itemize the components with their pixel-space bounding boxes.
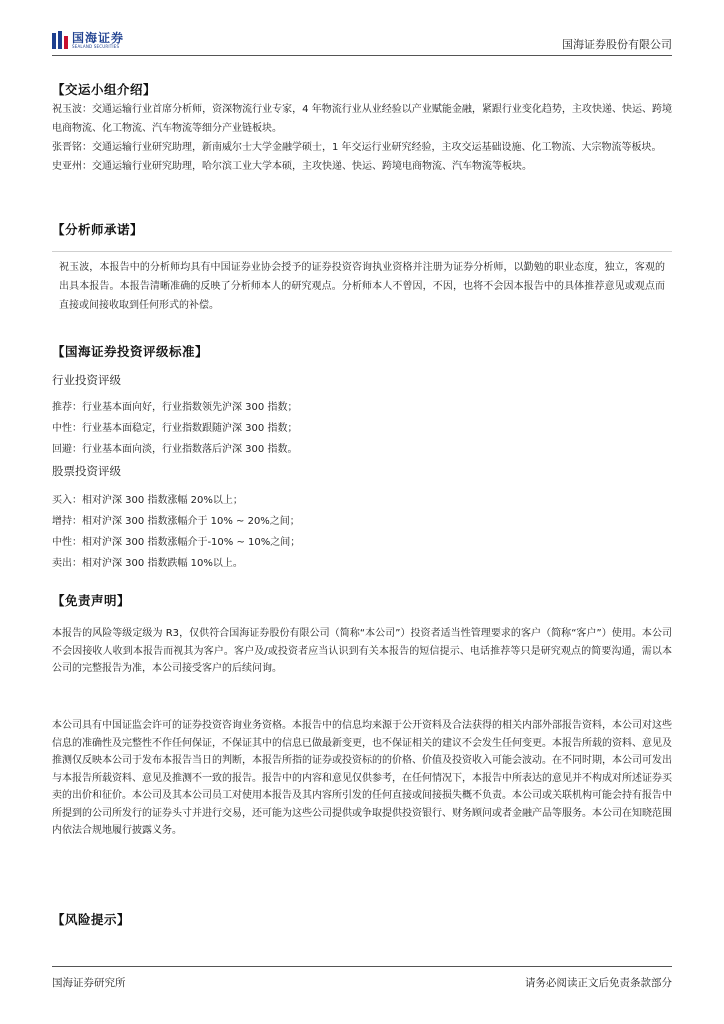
stock-rating-title: 股票投资评级 <box>52 464 121 478</box>
team-section <box>52 80 672 98</box>
team-members <box>52 100 672 176</box>
promise-text: 祝玉波，本报告中的分析师均具有中国证券业协会授予的证券投资咨询执业资格并注册为证券分析师，以勤勉的职业态度，独立，客观的出具本报告。本报告清晰准确的反映了分析师本人的研究观点。分析师本人不曾因，不因，也将不会因本报告中的具体推荐意见或观点而直接或间接收取到任何形式的补偿。 <box>59 262 665 311</box>
stock-rating-list <box>52 490 672 574</box>
logo-mark-icon <box>52 31 68 49</box>
rating-heading: 【国海证券投资评级标准】 <box>52 344 209 359</box>
header-divider <box>52 55 672 56</box>
header-company-name: 国海证券股份有限公司 <box>562 38 672 51</box>
disclaimer-paragraph: 本公司具有中国证监会许可的证券投资咨询业务资格。本报告中的信息均来源于公开资料及合法获得的相关内部外部报告资料，本公司对这些信息的准确性及完整性不作任何保证，不保证其中的信息已做最新变更，也不保证相关的建议不会发生任何变更。本报告所载的资料、意见及推测仅反映本公司于发布本报告当日的判断，本报告所指的证券或投资标的的价格、价值及投资收入可能会波动。在不同时期，本公司可发出与本报告所载资料、意见及推测不一致的报告。报告中的内容和意见仅供参考，在任何情况下，本报告中所表达的意见并不构成对所述证券买卖的出价和征价。本公司及其本公司员工对使用本报告及其内容所引发的任何直接或间接损失概不负责。本公司或关联机构可能会持有报告中所提到的公司所发行的证券头寸并进行交易，还可能为这些公司提供或争取提供投资银行、财务顾问或者金融产品等服务。本公司在知晓范围内依法合规地履行披露义务。 <box>52 720 672 836</box>
industry-rating-item: 中性：行业基本面稳定，行业指数跟随沪深 300 指数； <box>52 423 298 434</box>
logo-name-cn: 国海证券 <box>72 30 125 45</box>
industry-rating-item: 推荐：行业基本面向好，行业指数领先沪深 300 指数； <box>52 402 298 413</box>
promise-heading: 【分析师承诺】 <box>52 222 144 237</box>
footer-institute: 国海证券研究所 <box>52 977 126 989</box>
rating-section <box>52 342 672 360</box>
team-member: 史亚州：交通运输行业研究助理，哈尔滨工业大学本硕，主攻快递、快运、跨境电商物流、汽车物流等板块。 <box>52 161 532 172</box>
promise-box <box>52 251 672 318</box>
disclaimer-section <box>52 591 672 609</box>
disclaimer-heading: 【免责声明】 <box>52 593 131 608</box>
risk-heading: 【风险提示】 <box>52 912 131 927</box>
industry-rating-title: 行业投资评级 <box>52 373 121 387</box>
stock-rating-item: 卖出：相对沪深 300 指数跌幅 10%以上。 <box>52 558 243 569</box>
page-header <box>52 28 672 54</box>
team-heading: 【交运小组介绍】 <box>52 82 157 97</box>
industry-rating-item: 回避：行业基本面向淡，行业指数落后沪深 300 指数。 <box>52 444 298 455</box>
footer-divider <box>52 966 672 967</box>
industry-rating-title-wrap <box>52 372 672 388</box>
stock-rating-item: 增持：相对沪深 300 指数涨幅介于 10% ~ 20%之间； <box>52 516 300 527</box>
disclaimer-para2-wrap <box>52 717 672 840</box>
disclaimer-para1-wrap <box>52 625 672 678</box>
team-member: 祝玉波：交通运输行业首席分析师，资深物流行业专家，4 年物流行业从业经验以产业赋能金融，紧跟行业变化趋势，主攻快递、快运、跨境电商物流、化工物流、汽车物流等细分产业链板块。 <box>52 104 672 134</box>
company-logo <box>52 28 124 52</box>
logo-name-en: SEALAND SECURITIES <box>72 43 120 49</box>
stock-rating-item: 中性：相对沪深 300 指数涨幅介于-10% ~ 10%之间； <box>52 537 301 548</box>
stock-rating-title-wrap <box>52 463 672 479</box>
team-member: 张晋铭：交通运输行业研究助理，新南威尔士大学金融学硕士，1 年交运行业研究经验，主攻交运基础设施、化工物流、大宗物流等板块。 <box>52 142 662 153</box>
promise-section <box>52 220 672 238</box>
risk-section <box>52 910 672 928</box>
industry-rating-list <box>52 397 672 460</box>
footer-notice: 请务必阅读正文后免责条款部分 <box>525 977 672 989</box>
disclaimer-paragraph: 本报告的风险等级定级为 R3，仅供符合国海证券股份有限公司（简称“本公司”）投资者适当性管理要求的客户（简称“客户”）使用。本公司不会因接收人收到本报告而视其为客户。客户及/或投资者应当认识到有关本报告的短信提示、电话推荐等只是研究观点的简要沟通，需以本公司的完整报告为准，本公司接受客户的后续问询。 <box>52 628 672 674</box>
stock-rating-item: 买入：相对沪深 300 指数涨幅 20%以上； <box>52 495 243 506</box>
